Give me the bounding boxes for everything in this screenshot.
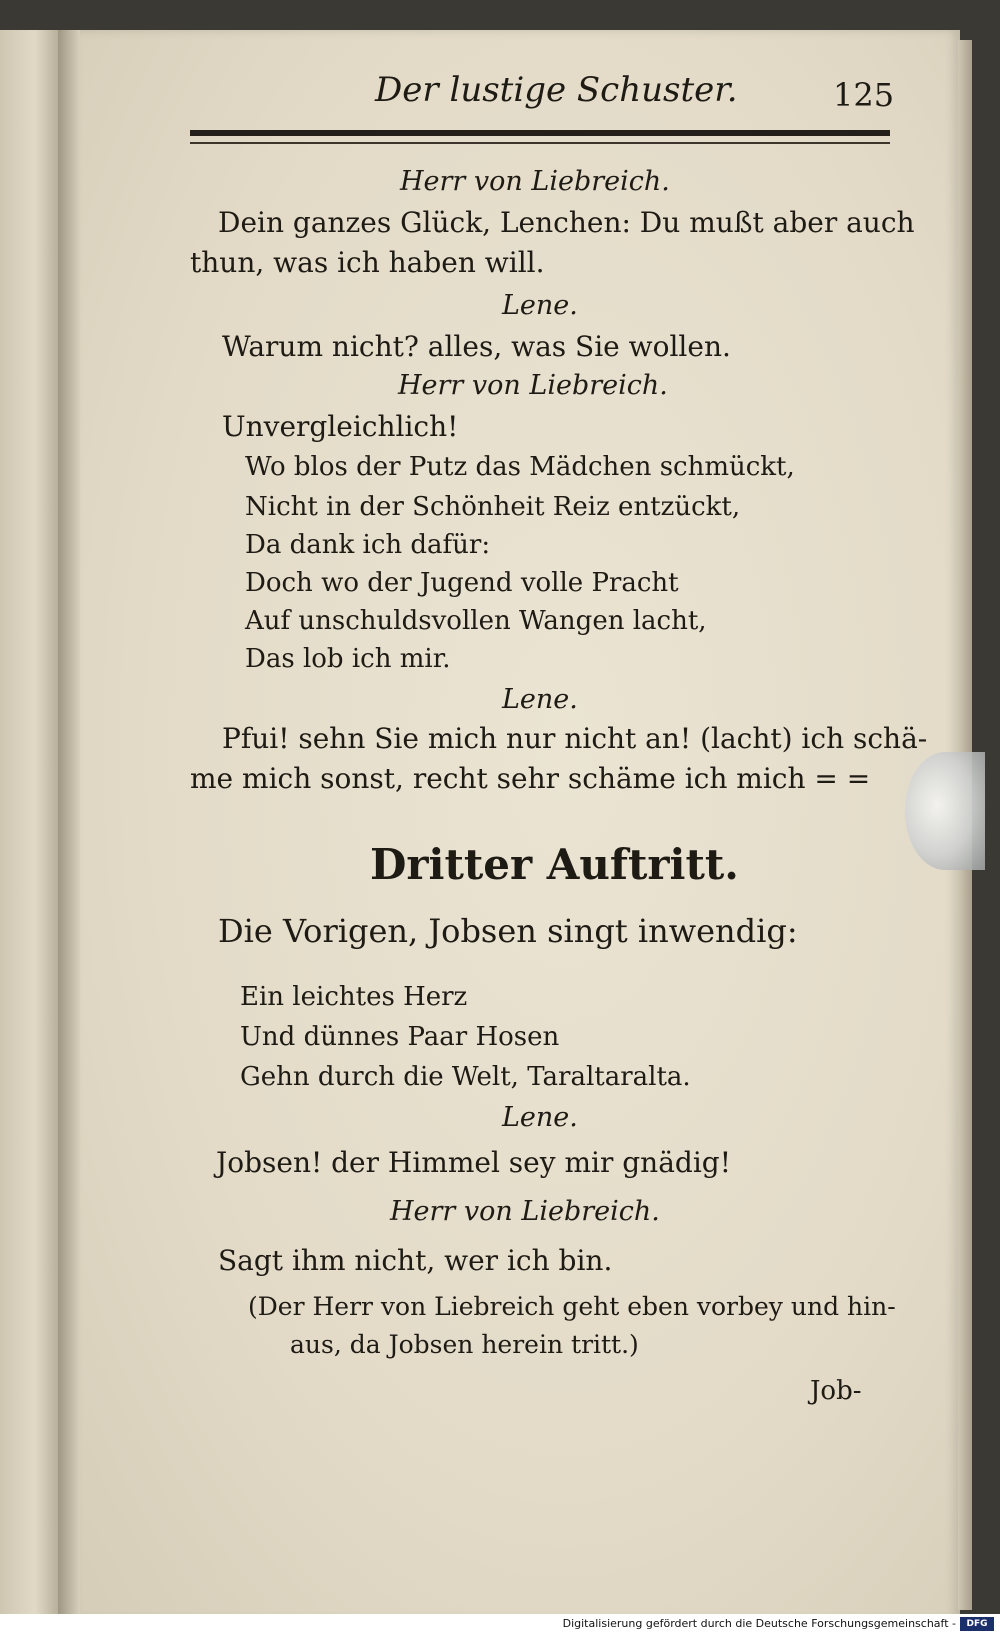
verse-line: Das lob ich mir. [245,644,451,674]
speaker-name: Herr von Liebreich. [390,1196,660,1227]
text-line: Unvergleichlich! [222,410,459,443]
header-rule [190,130,890,136]
verse-line: Auf unschuldsvollen Wangen lacht, [245,606,707,636]
scene-heading: Dritter Auftritt. [370,840,739,889]
speaker-name: Herr von Liebreich. [398,370,668,401]
speaker-name: Lene. [502,290,578,321]
stage-direction: (Der Herr von Liebreich geht eben vorbey und hin- [248,1292,896,1321]
header-rule-thin [190,142,890,144]
running-head: Der lustige Schuster. [375,70,738,110]
text-line: thun, was ich haben will. [190,246,545,279]
verse-line: Gehn durch die Welt, Taraltaralta. [240,1062,691,1092]
verse-line: Und dünnes Paar Hosen [240,1022,560,1052]
text-line: Sagt ihm nicht, wer ich bin. [218,1244,613,1277]
scene-subtitle: Die Vorigen, Jobsen singt inwendig: [218,912,798,950]
page-clip [905,752,985,870]
dfg-logo: DFG [960,1617,994,1631]
text-line: Jobsen! der Himmel sey mir gnädig! [216,1146,731,1179]
verse-line: Ein leichtes Herz [240,982,468,1012]
page-number: 125 [833,76,895,114]
verse-line: Da dank ich dafür: [245,530,491,560]
facing-page-edge [0,30,60,1630]
text-line: Warum nicht? alles, was Sie wollen. [222,330,731,363]
funding-credit: Digitalisierung gefördert durch die Deutsche Forschungsgemeinschaft - [562,1617,956,1630]
speaker-name: Lene. [502,1102,578,1133]
verse-line: Wo blos der Putz das Mädchen schmückt, [245,452,795,482]
book-gutter [58,30,80,1630]
speaker-name: Lene. [502,684,578,715]
stage-direction: aus, da Jobsen herein tritt.) [290,1330,639,1359]
text-line: Pfui! sehn Sie mich nur nicht an! (lacht) ich schä- [222,722,928,755]
speaker-name: Herr von Liebreich. [400,166,670,197]
verse-line: Nicht in der Schönheit Reiz entzückt, [245,492,741,522]
verse-line: Doch wo der Jugend volle Pracht [245,568,679,598]
catchword: Job- [810,1376,862,1406]
text-line: me mich sonst, recht sehr schäme ich mich = = [190,762,871,795]
text-line: Dein ganzes Glück, Lenchen: Du mußt aber auch [218,206,915,239]
